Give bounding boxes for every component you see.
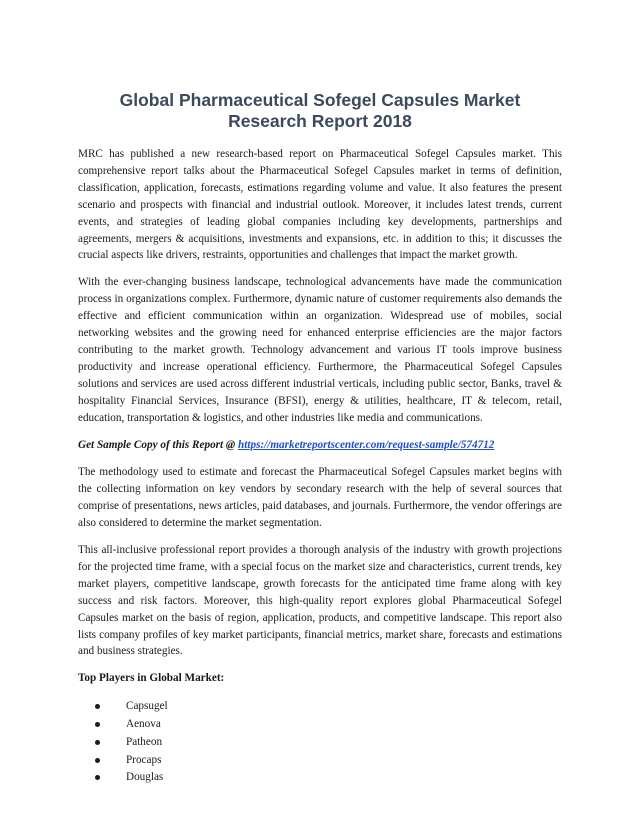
paragraph-landscape: With the ever-changing business landscape, technological advancements have made the communication process in organizations complex. Furthermore, dynamic nature of customer requirements also demands the effective and efficient communication within an organization. Widespread use of mobiles, social networking websites and the growing need for enhanced enterprise efficiencies are the major factors contributing to the market growth. Technology advancement and various IT tools improve business productivity and increase operational efficiency. Furthermore, the Pharmaceutical Sofegel Capsules solutions and services are used across different industrial verticals, including public sector, Banks, travel & hospitality Financial Services, Insurance (BFSI), energy & utilities, healthcare, IT & telecom, retail, education, transportation & logistics, and other industries like media and communications. <box>78 276 562 424</box>
paragraph-methodology: The methodology used to estimate and forecast the Pharmaceutical Sofegel Capsules market begins with the collecting information on key vendors by secondary research with the help of several sources that comprise of presentations, news articles, paid databases, and journals. Furthermore, the vendor offerings are also considered to determine the market segmentation. <box>78 466 562 530</box>
top-players-list <box>78 698 562 787</box>
document-page <box>78 90 562 787</box>
sample-copy-label: Get Sample Copy of this Report @ <box>78 438 239 451</box>
list-item <box>92 769 562 787</box>
list-item <box>92 698 562 716</box>
bullet-icon <box>95 704 100 709</box>
player-name: Capsugel <box>126 700 168 713</box>
top-players-heading: Top Players in Global Market: <box>78 672 225 685</box>
player-name: Douglas <box>126 771 164 784</box>
list-item <box>92 734 562 752</box>
document-title: Global Pharmaceutical Sofegel Capsules Market Research Report 2018 <box>119 90 521 131</box>
player-name: Patheon <box>126 735 163 748</box>
paragraph-analysis: This all-inclusive professional report provides a thorough analysis of the industry with growth projections for the projected time frame, with a special focus on the market size and characteristics, current trends, key market players, competitive landscape, growth forecasts for the anticipated time frame along with key success and risk factors. Moreover, this high-quality report explores global Pharmaceutical Sofegel Capsules market on the basis of region, application, products, and competitive landscape. This report also lists company profiles of key market participants, financial metrics, market share, forecasts and estimations and business strategies. <box>78 544 562 658</box>
bullet-icon <box>95 740 100 745</box>
paragraph-intro: MRC has published a new research-based report on Pharmaceutical Sofegel Capsules market. This comprehensive report talks about the Pharmaceutical Sofegel Capsules market in terms of definition, classification, application, forecasts, estimations regarding volume and value. It also features the present scenario and prospects with financial and industrial outlook. Moreover, it includes latest trends, current events, and strategies of leading global companies including key developments, partnerships and agreements, mergers & acquisitions, investments and expansions, etc. in addition to this; it discusses the crucial aspects like drivers, restraints, opportunities and challenges that impact the market growth. <box>78 148 562 262</box>
list-item <box>92 752 562 770</box>
bullet-icon <box>95 758 100 763</box>
bullet-icon <box>95 775 100 780</box>
player-name: Aenova <box>126 718 161 731</box>
sample-copy-line <box>78 437 562 454</box>
list-item <box>92 716 562 734</box>
sample-copy-link[interactable]: https://marketreportscenter.com/request-sample/574712 <box>238 438 495 451</box>
bullet-icon <box>95 722 100 727</box>
player-name: Procaps <box>126 753 162 766</box>
